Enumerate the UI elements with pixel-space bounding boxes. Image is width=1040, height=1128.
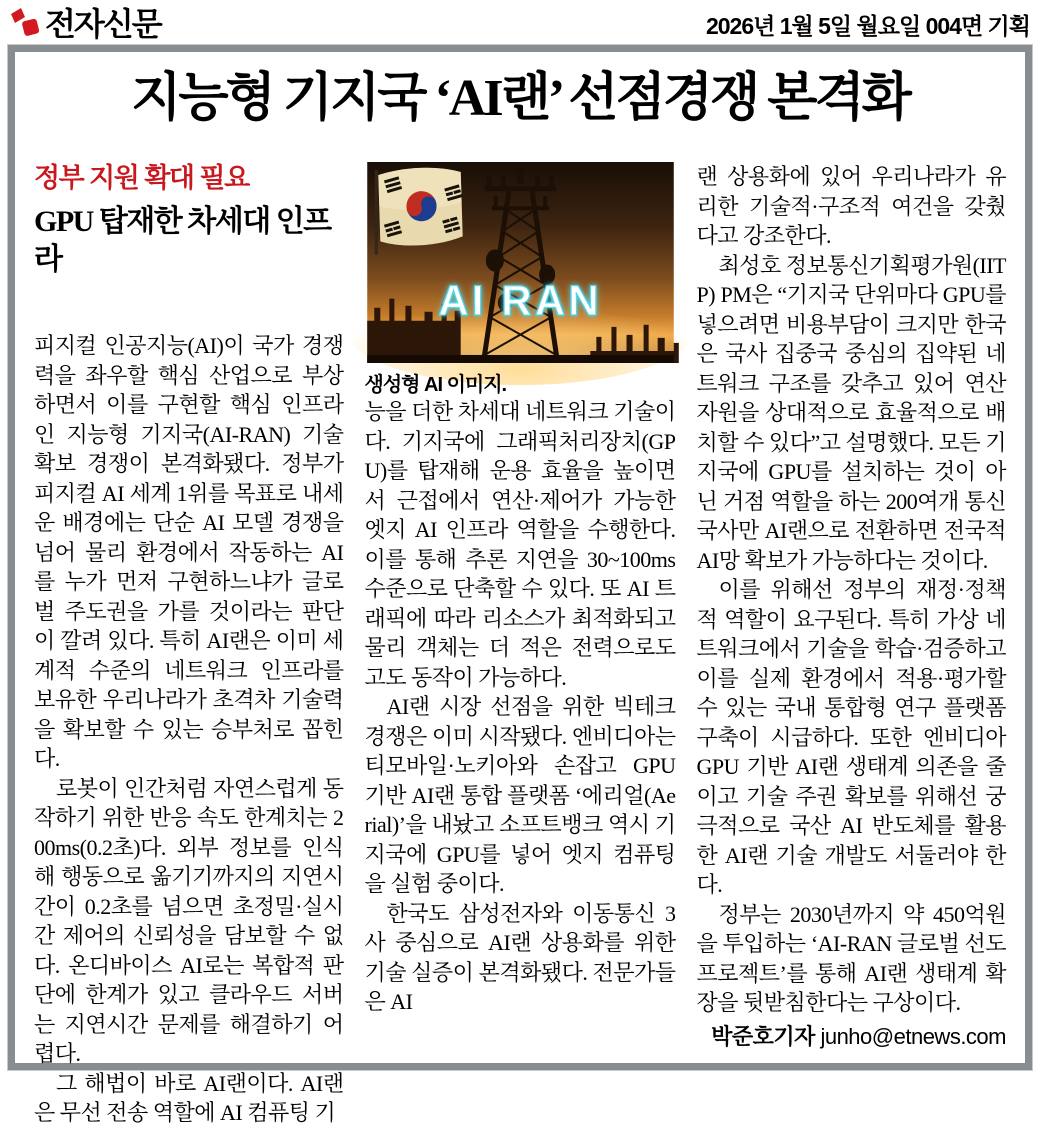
article-paragraph: 정부는 2030년까지 약 450억원을 투입하는 ‘AI-RAN 글로벌 선도 프로젝트’를 통해 AI랜 생태계 확장을 뒷받침한다는 구상이다.	[696, 901, 1006, 1015]
figure-overlay-label: AI RAN	[437, 276, 602, 324]
article-column-1	[34, 162, 344, 1128]
byline	[697, 1020, 1007, 1051]
figure-caption: 생성형 AI 이미지.	[364, 374, 507, 396]
article-paragraph: AI랜 시장 선점을 위한 빅테크 경쟁은 이미 시작됐다. 엔비디아는 티모바일·노키아와 손잡고 GPU 기반 AI랜 통합 플랫폼 ‘에리얼(Aerial)’을 내놨고 소프트뱅크 역시 기지국에 GPU를 넣어 엣지 컴퓨팅을 실험 중이다.	[364, 694, 676, 896]
article-paragraph: 최성호 정보통신기획평가원(IITP) PM은 “기지국 단위마다 GPU를 넣으려면 비용부담이 크지만 한국은 국사 집중국 중심의 집약된 네트워크 구조를 갖추고 있어 연산 자원을 상대적으로 효율적으로 배치할 수 있다”고 설명했다. 모든 기지국에 GPU를 설치하는 것이 아닌 거점 역할을 하는 200여개 통신국사만 AI랜으로 전환하면 전국적 AI망 확보가 가능하다는 것이다.	[696, 252, 1006, 573]
article-headline: 지능형 기지국 ‘AI랜’ 선점경쟁 본격화	[131, 70, 909, 127]
article-paragraph: 로봇이 인간처럼 자연스럽게 동작하기 위한 반응 속도 한계치는 200ms(0.2초)다. 외부 정보를 인식해 행동으로 옮기기까지의 지연시간이 0.2초를 넘으면 초정밀·실시간 제어의 신뢰성을 담보할 수 없다. 온디바이스 AI로는 복합적 판단에 한계가 있고 클라우드 서버는 지연시간 문제를 해결하기 어렵다.	[34, 775, 344, 1066]
date-line: 2026년 1월 5일 월요일 004면 기획	[705, 12, 1030, 39]
generated-ai-image	[365, 162, 676, 363]
publication-name: 전자신문	[45, 6, 161, 42]
article-paragraph: 한국도 삼성전자와 이동통신 3사 중심으로 AI랜 상용화를 위한 기술 실증이 본격화됐다. 전문가들은 AI	[364, 900, 676, 1014]
article-column-2	[365, 162, 676, 1128]
column-1-body	[34, 331, 344, 1128]
page-header	[10, 4, 1030, 44]
article-paragraph: 랜 상용화에 있어 우리나라가 유리한 기술적·구조적 여건을 갖췄다고 강조한다.	[696, 164, 1006, 248]
article-paragraph: 이를 위해선 정부의 재정·정책적 역할이 요구된다. 특히 가상 네트워크에서 기술을 학습·검증하고 이를 실제 환경에서 적용·평가할 수 있는 국내 통합형 연구 플랫폼 구축이 시급하다. 또한 엔비디아 GPU 기반 AI랜 생태계 의존을 줄이고 기술 주권 확보를 위해선 궁극적으로 국산 AI 반도체를 활용한 AI랜 기술 개발도 서둘러야 한다.	[696, 577, 1006, 897]
article-frame	[8, 45, 1032, 1125]
article-columns	[15, 162, 1025, 1128]
etnews-logo-icon	[10, 6, 40, 40]
kicker-red: 정부 지원 확대 필요	[34, 163, 249, 193]
column-3-body	[697, 162, 1007, 1018]
article-paragraph: 능을 더한 차세대 네트워크 기술이다. 기지국에 그래픽처리장치(GPU)를 탑재해 운용 효율을 높이면서 근접에서 연산·제어가 가능한 엣지 AI 인프라 역할을 수행한다. 이를 통해 추론 지연을 30~100ms 수준으로 단축할 수 있다. 또 AI 트래픽에 따라 리소스가 최적화되고 물리 객체는 더 적은 전력으로도 고도 동작이 가능하다.	[364, 399, 676, 690]
column-2-body	[365, 397, 676, 1017]
reporter-email: junho@etnews.com	[820, 1023, 1006, 1049]
reporter-name: 박준호기자	[711, 1023, 815, 1049]
article-paragraph: 그 해법이 바로 AI랜이다. AI랜은 무선 전송 역할에 AI 컴퓨팅 기	[34, 1070, 344, 1125]
publication-logo	[10, 6, 161, 42]
article-paragraph: 피지컬 인공지능(AI)이 국가 경쟁력을 좌우할 핵심 산업으로 부상하면서 이를 구현할 핵심 인프라인 지능형 기지국(AI-RAN) 기술 확보 경쟁이 본격화됐다. 정부가 피지컬 AI 세계 1위를 목표로 내세운 배경에는 단순 AI 모델 경쟁을 넘어 물리 환경에서 작동하는 AI를 누가 먼저 구현하느냐가 글로벌 주도권을 가를 것이라는 판단이 깔려 있다. 특히 AI랜은 이미 세계적 수준의 네트워크 인프라를 보유한 우리나라가 초격차 기술력을 확보할 수 있는 승부처로 꼽힌다.	[34, 333, 344, 771]
article-figure	[365, 162, 676, 397]
subhead: GPU 탑재한 차세대 인프라	[34, 205, 331, 276]
article-column-3	[697, 162, 1007, 1128]
